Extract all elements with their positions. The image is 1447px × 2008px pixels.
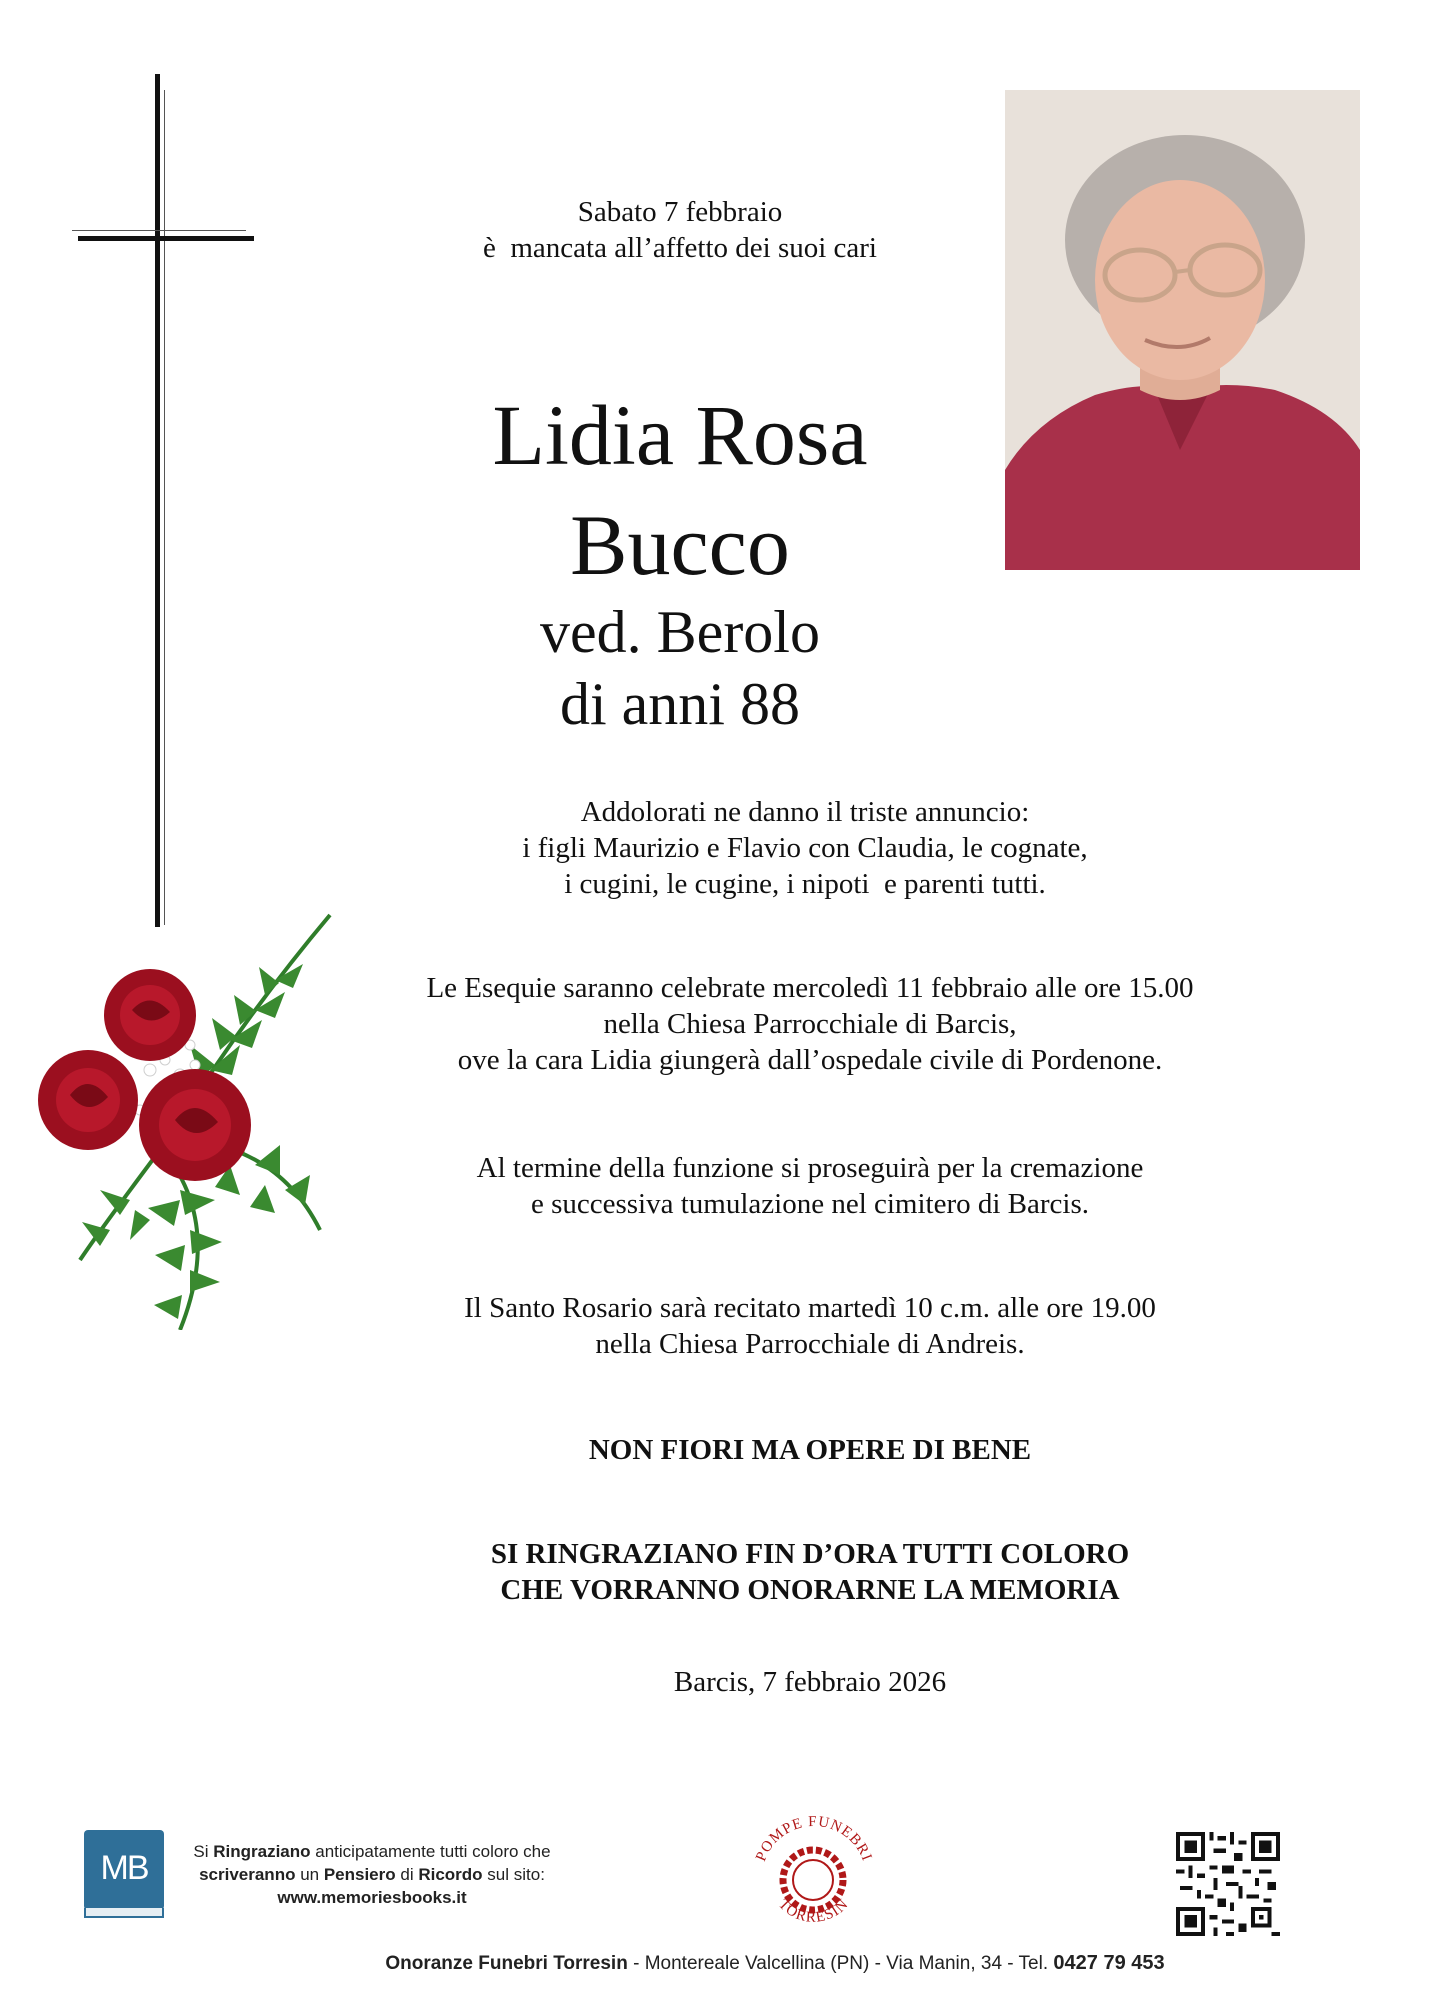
funeral-home-name: Onoranze Funebri Torresin — [385, 1953, 628, 1974]
note-bold-3: Pensiero — [323, 1865, 396, 1884]
funeral-home-address — [300, 1950, 1250, 1977]
seal-top-text: POMPE FUNEBRI — [753, 1813, 875, 1864]
book-icon — [84, 1908, 164, 1918]
note-bold-2: scriveranno — [199, 1865, 296, 1884]
memoriesbooks-note — [172, 1840, 572, 1909]
thanks-notice — [340, 1536, 1280, 1608]
memoriesbooks-logo-text: MB — [100, 1849, 148, 1887]
note-bold-4: Ricordo — [418, 1865, 483, 1884]
memoriesbooks-logo[interactable] — [84, 1830, 164, 1910]
deceased-name — [380, 380, 980, 600]
portrait-photo — [1005, 90, 1360, 570]
no-flowers-notice: NON FIORI MA OPERE DI BENE — [588, 1434, 1032, 1466]
place-and-date: Barcis, 7 febbraio 2026 — [673, 1666, 947, 1698]
qr-code[interactable] — [1176, 1832, 1280, 1936]
memoriesbooks-website-link[interactable]: www.memoriesbooks.it — [277, 1888, 467, 1907]
roses-bouquet-illustration — [20, 900, 340, 1330]
cross-horizontal-beam — [78, 236, 254, 241]
funeral-details — [340, 970, 1280, 1078]
note-part-5: sul sito: — [482, 1865, 545, 1884]
svg-text:POMPE FUNEBRI — [753, 1814, 875, 1864]
note-bold-1: Ringraziano — [213, 1842, 311, 1861]
funeral-line-3: ove la cara Lidia giungerà dall’ospedale civile di Pordenone. — [457, 1044, 1163, 1076]
note-part-2: anticipatamente tutti coloro che — [310, 1842, 551, 1861]
thanks-line-1: SI RINGRAZIANO FIN D’ORA TUTTI COLORO — [490, 1538, 1130, 1570]
cremation-line-2: e successiva tumulazione nel cimitero di Barcis. — [530, 1188, 1090, 1220]
intro-phrase: è mancata all’affetto dei suoi cari — [483, 232, 877, 264]
note-part-1: Si — [193, 1842, 214, 1861]
mourners-announcement — [380, 794, 1230, 902]
deceased-first-names: Lidia Rosa — [492, 387, 868, 483]
funeral-line-1: Le Esequie saranno celebrate mercoledì 11 febbraio alle ore 15.00 — [426, 972, 1194, 1004]
rosary-details — [340, 1290, 1280, 1362]
death-announcement-intro — [380, 194, 980, 266]
funeral-line-2: nella Chiesa Parrocchiale di Barcis, — [603, 1008, 1017, 1040]
cremation-details — [340, 1150, 1280, 1222]
widow-of: ved. Berolo — [540, 599, 820, 665]
cross-horizontal-shadow — [72, 230, 246, 231]
funeral-home-phone[interactable]: 0427 79 453 — [1053, 1952, 1165, 1974]
thanks-line-2: CHE VORRANNO ONORARNE LA MEMORIA — [500, 1574, 1120, 1606]
mourners-line-3: i cugini, le cugine, i nipoti e parenti tutti. — [564, 868, 1046, 900]
cremation-line-1: Al termine della funzione si proseguirà per la cremazione — [476, 1152, 1144, 1184]
intro-date: Sabato 7 febbraio — [577, 196, 783, 228]
rosary-line-1: Il Santo Rosario sarà recitato martedì 10 c.m. alle ore 19.00 — [464, 1292, 1156, 1324]
mourners-line-2: i figli Maurizio e Flavio con Claudia, le cognate, — [522, 832, 1088, 864]
deceased-surname: Bucco — [570, 497, 790, 593]
torresin-funeral-seal-logo — [740, 1800, 885, 1945]
cross-vertical-beam — [155, 74, 160, 927]
deceased-age: di anni 88 — [560, 671, 800, 737]
cross-vertical-shadow — [164, 90, 165, 925]
rosary-line-2: nella Chiesa Parrocchiale di Andreis. — [595, 1328, 1025, 1360]
seal-bottom-text: TORRESIN — [775, 1896, 852, 1926]
funeral-home-location: - Montereale Valcellina (PN) - Via Manin, 34 - Tel. — [627, 1953, 1054, 1974]
note-part-4: di — [395, 1865, 419, 1884]
note-part-3: un — [295, 1865, 324, 1884]
mourners-line-1: Addolorati ne danno il triste annuncio: — [580, 796, 1030, 828]
